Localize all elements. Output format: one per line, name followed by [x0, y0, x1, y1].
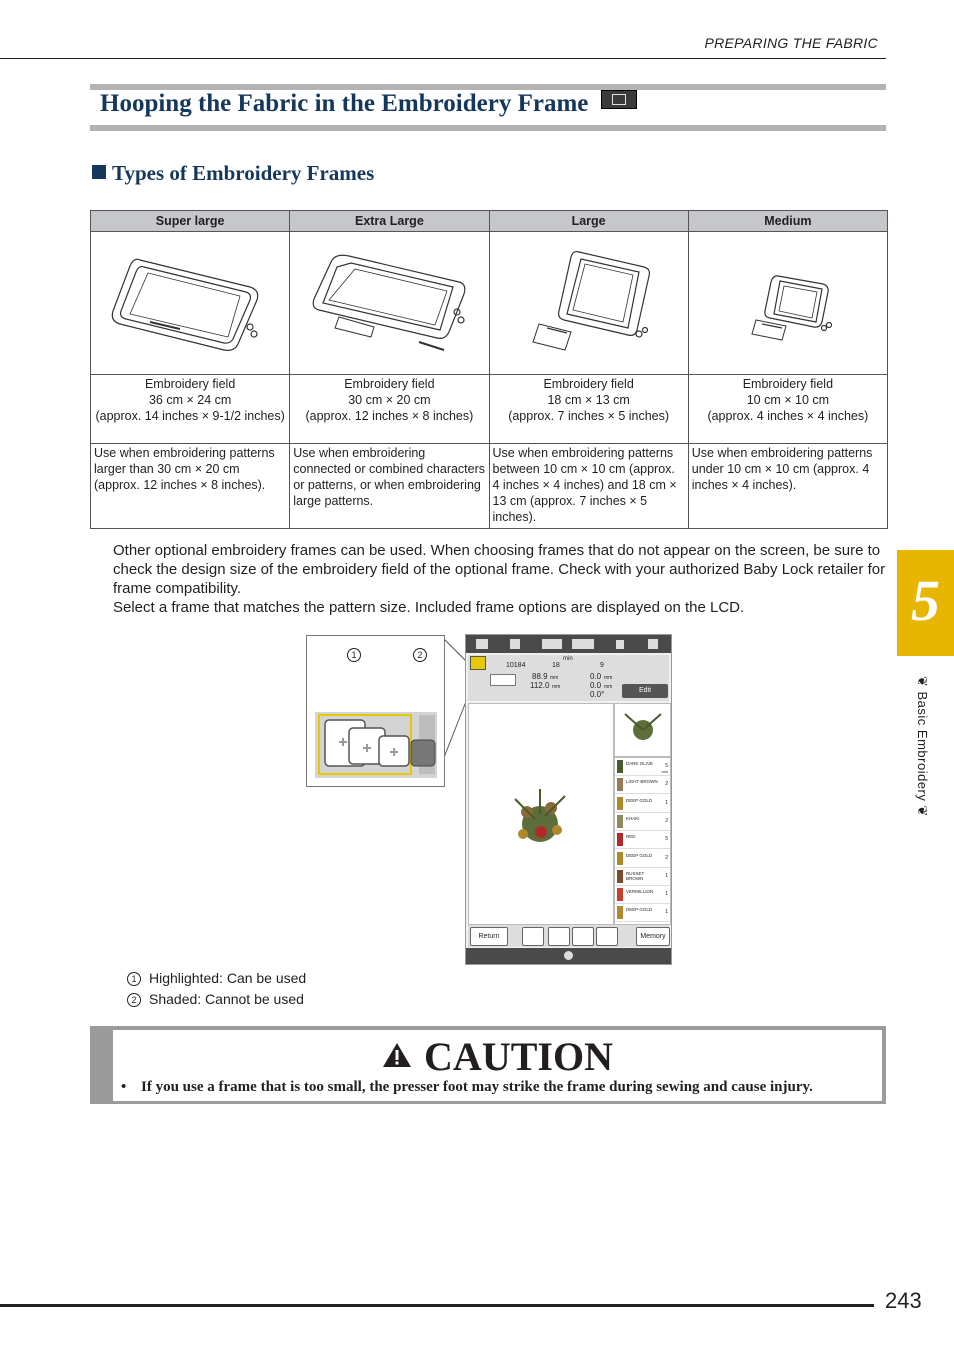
header-super-large: Super large — [91, 211, 290, 232]
bullet-icon: • — [121, 1079, 127, 1095]
home-icon — [648, 639, 658, 649]
field-cell-medium — [688, 375, 887, 444]
memory-button[interactable]: Memory — [636, 927, 670, 946]
field-label: Embroidery field — [543, 377, 634, 391]
header-rule — [0, 58, 886, 59]
callout-number-1: 1 — [347, 648, 361, 662]
thumbnail-design-icon — [615, 704, 670, 756]
offset-y-unit: mm — [604, 684, 613, 690]
page-icon — [510, 639, 520, 649]
thread-list-item[interactable] — [615, 831, 670, 849]
thread-color-list[interactable] — [614, 757, 671, 925]
extra-large-frame-illustration — [299, 242, 479, 362]
square-bullet-icon — [92, 165, 106, 179]
field-cell-super-large — [91, 375, 290, 444]
width-unit: mm — [550, 675, 559, 681]
header-medium: Medium — [688, 211, 887, 232]
field-size-inches: (approx. 7 inches × 5 inches) — [508, 409, 670, 423]
running-header: PREPARING THE FABRIC — [704, 35, 878, 51]
embroidery-key-icon — [542, 639, 562, 649]
legend-item-1 — [127, 970, 306, 986]
frame-indicator-icon — [470, 656, 486, 670]
table-header-row — [91, 211, 888, 232]
color-count: 9 — [600, 662, 604, 669]
table-use-row — [91, 444, 888, 529]
frame-icons-callout — [306, 635, 445, 787]
thread-minutes: 2 — [665, 817, 668, 824]
basting-button[interactable] — [572, 927, 594, 946]
frame-selection-icons — [315, 712, 437, 778]
frame-image-cell — [91, 232, 290, 375]
field-size: 10 cm × 10 cm — [746, 393, 830, 407]
thread-spool-icon — [617, 760, 623, 773]
side-label-text-wrap — [914, 676, 930, 817]
sewing-time: 18 — [552, 662, 560, 669]
subsection-title — [92, 161, 374, 186]
frame-type-indicator — [490, 674, 516, 686]
thread-spool-icon — [617, 815, 623, 828]
caution-bullet — [121, 1079, 813, 1096]
field-label: Embroidery field — [144, 377, 236, 391]
thread-name: KHAKI — [626, 815, 640, 821]
thread-list-item[interactable] — [615, 868, 670, 886]
caution-inner — [112, 1029, 883, 1102]
section-title-text: Hooping the Fabric in the Embroidery Frame — [100, 90, 589, 117]
ornament-icon: ❦ — [915, 801, 930, 817]
thread-minutes: 5 — [665, 763, 668, 769]
thread-list-item[interactable] — [615, 758, 670, 776]
legend-number-1: 1 — [127, 972, 141, 986]
field-size-inches: (approx. 14 inches × 9-1/2 inches) — [95, 409, 285, 423]
ornament-icon: ❦ — [915, 676, 930, 692]
field-size: 30 cm × 20 cm — [348, 393, 431, 407]
thread-name: LIGHT BROWN — [626, 779, 658, 785]
lcd-screen — [465, 634, 672, 965]
lcd-top-toolbar — [466, 635, 671, 653]
tension-button[interactable] — [548, 927, 570, 946]
floral-design-preview — [505, 784, 575, 854]
thread-list-item[interactable] — [615, 850, 670, 868]
legend-number-2: 2 — [127, 993, 141, 1007]
body-paragraph: Other optional embroidery frames can be used. When choosing frames that do not appear on the screen, be sure to check the design size of the embroidery field of the optional frame. Check with your authorized Baby Lock retailer for frame compatibility. — [113, 542, 886, 597]
body-text — [113, 541, 888, 617]
frame-image-cell — [688, 232, 887, 375]
legend-text-2: Shaded: Cannot be used — [149, 991, 304, 1007]
time-unit: min — [563, 656, 573, 662]
thread-name: DARK OLIVE — [626, 761, 654, 766]
chapter-tab — [897, 550, 954, 656]
field-cell-extra-large — [290, 375, 489, 444]
camera-icon — [476, 639, 488, 649]
thread-name: DEEP GOLD — [626, 852, 653, 858]
use-cell-super-large: Use when embroidering patterns larger than 30 cm × 20 cm (approx. 12 inches × 8 inches). — [91, 444, 290, 529]
use-cell-extra-large: Use when embroidering connected or combined characters or patterns, or when embroidering large patterns. — [290, 444, 489, 529]
caution-title-text: CAUTION — [424, 1034, 613, 1079]
caution-box — [90, 1026, 886, 1104]
thread-cut-button[interactable] — [522, 927, 544, 946]
thread-name: VERMILLION — [626, 889, 654, 895]
thread-minutes: 1 — [665, 872, 668, 879]
thread-minutes: 2 — [665, 854, 668, 861]
use-cell-large: Use when embroidering patterns between 10 cm × 10 cm (approx. 4 inches × 4 inches) and 18 cm × 13 cm (approx. 7 inches × 5 inches). — [489, 444, 688, 529]
frame-image-cell — [489, 232, 688, 375]
side-label — [906, 676, 936, 866]
super-large-frame-illustration — [100, 242, 280, 362]
thread-spool-icon — [617, 797, 623, 810]
embroidery-preview-area — [468, 703, 614, 925]
side-label-text: Basic Embroidery — [915, 691, 930, 802]
caution-text: If you use a frame that is too small, the presser foot may strike the frame during sewing and cause injury. — [141, 1079, 813, 1095]
thread-spool-icon — [617, 778, 623, 791]
table-field-row — [91, 375, 888, 444]
thread-name: DEEP GOLD — [626, 907, 653, 913]
edit-button[interactable]: Edit — [622, 684, 668, 698]
pattern-height: 112.0 — [530, 681, 550, 690]
thread-spool-icon — [617, 888, 623, 901]
thread-list-item[interactable] — [615, 776, 670, 794]
thread-spool-icon — [617, 833, 623, 846]
thread-minutes: 5 — [665, 836, 668, 843]
warning-triangle-icon — [382, 1042, 412, 1068]
field-size: 36 cm × 24 cm — [148, 393, 232, 407]
field-label: Embroidery field — [344, 377, 435, 391]
rotation-angle: 0.0° — [590, 690, 605, 699]
page-number: 243 — [885, 1288, 922, 1313]
offset-y: 0.0 — [590, 681, 602, 690]
thread-minutes: 1 — [665, 891, 668, 898]
thread-name: DEEP GOLD — [626, 797, 653, 803]
legend-item-2 — [127, 991, 304, 1007]
lcd-status-bar — [466, 948, 671, 964]
thread-minutes: 2 — [665, 781, 668, 788]
medium-frame-illustration — [698, 242, 878, 362]
field-cell-large — [489, 375, 688, 444]
trial-button[interactable] — [596, 927, 618, 946]
table-image-row — [91, 232, 888, 375]
chapter-number: 5 — [911, 568, 940, 633]
caution-title — [113, 1036, 882, 1078]
thread-list-item[interactable] — [615, 886, 670, 904]
footer-rule — [0, 1304, 874, 1307]
large-frame-illustration — [499, 242, 679, 362]
design-thumbnail — [614, 703, 671, 757]
frame-types-table — [90, 210, 888, 529]
field-size-inches: (approx. 4 inches × 4 inches) — [707, 409, 869, 423]
header-large: Large — [489, 211, 688, 232]
callout-number-2: 2 — [413, 648, 427, 662]
thread-icon — [572, 639, 594, 649]
stitch-count: 10184 — [506, 662, 526, 669]
section-band-bottom — [90, 125, 886, 131]
legend-text-1: Highlighted: Can be used — [149, 970, 307, 986]
height-unit: mm — [552, 684, 561, 690]
thread-minutes: 1 — [665, 799, 668, 806]
thread-name: RUSSET BROWN — [626, 870, 645, 881]
header-extra-large: Extra Large — [290, 211, 489, 232]
thread-spool-icon — [617, 852, 623, 865]
clock-icon — [564, 951, 573, 960]
thread-minutes: 1 — [665, 909, 668, 916]
thread-spool-icon — [617, 906, 623, 919]
thread-name: RED — [626, 834, 636, 840]
offset-x-unit: mm — [604, 675, 613, 681]
frame-image-cell — [290, 232, 489, 375]
lock-icon — [616, 640, 624, 649]
return-button[interactable]: Return — [470, 927, 508, 946]
subsection-title-text: Types of Embroidery Frames — [112, 161, 375, 185]
thread-list-item[interactable] — [615, 813, 670, 831]
thread-list-item[interactable] — [615, 795, 670, 813]
thread-minutes-unit: min — [661, 769, 668, 774]
field-size-inches: (approx. 12 inches × 8 inches) — [305, 409, 474, 423]
offset-x: 0.0 — [590, 672, 602, 681]
pattern-width: 88.9 — [532, 672, 548, 681]
use-cell-medium: Use when embroidering patterns under 10 cm × 10 cm (approx. 4 inches × 4 inches). — [688, 444, 887, 529]
section-title — [100, 90, 637, 118]
embroidery-key-icon — [601, 90, 637, 109]
thread-list-item[interactable] — [615, 904, 670, 922]
body-paragraph: Select a frame that matches the pattern size. Included frame options are displayed on the LCD. — [113, 599, 745, 616]
thread-spool-icon — [617, 870, 623, 883]
field-label: Embroidery field — [742, 377, 834, 391]
field-size: 18 cm × 13 cm — [547, 393, 630, 407]
